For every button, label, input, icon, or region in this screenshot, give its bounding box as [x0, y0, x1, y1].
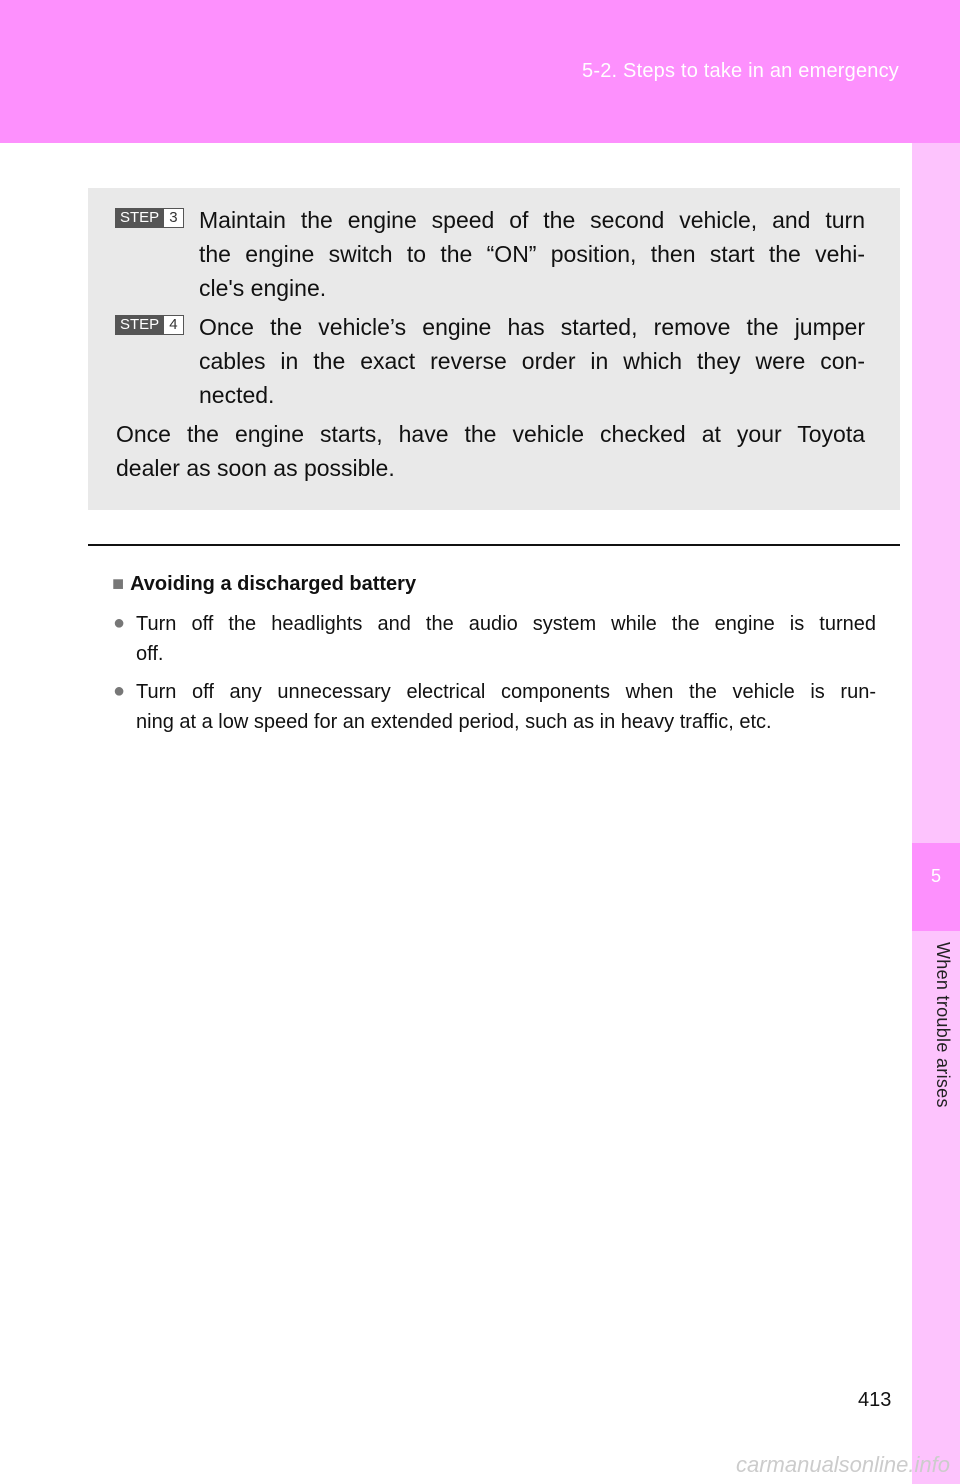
chapter-number: 5 [930, 866, 941, 886]
chapter-number-block [912, 843, 960, 931]
step-3-badge [115, 208, 184, 228]
circle-bullet-icon: ● [113, 612, 126, 634]
note-item-2-line-1: Turn off any unnecessary electrical components when the vehicle is run- [136, 681, 876, 703]
note-item-2-line-2: ning at a low speed for an extended period, such as in heavy traffic, etc. [136, 711, 772, 733]
step-3-badge-number: 3 [164, 208, 183, 228]
section-title: 5-2. Steps to take in an emergency [582, 60, 899, 82]
note-heading: Avoiding a discharged battery [130, 573, 417, 595]
closing-line-2: dealer as soon as possible. [116, 455, 395, 481]
note-item-1-line-2: off. [136, 643, 164, 665]
step-4-badge-number: 4 [164, 315, 183, 335]
note-heading-row [112, 573, 416, 596]
page-number: 413 [858, 1389, 892, 1411]
chapter-tab [912, 143, 960, 1484]
step-4-badge [115, 315, 184, 335]
step-4-line-2: cables in the exact reverse order in which they were con- [199, 348, 865, 374]
chapter-label: When trouble arises [933, 942, 953, 1108]
step-3-line-3: cle's engine. [199, 275, 327, 301]
circle-bullet-icon: ● [113, 680, 126, 702]
step-4-line-3: nected. [199, 382, 275, 408]
step-3-badge-word: STEP [115, 208, 164, 228]
step-3-line-2: the engine switch to the “ON” position, then start the vehi- [199, 241, 865, 267]
square-bullet-icon: ■ [112, 573, 125, 595]
step-4-line-1: Once the vehicle’s engine has started, remove the jumper [199, 314, 865, 340]
closing-line-1: Once the engine starts, have the vehicle checked at your Toyota [116, 421, 865, 447]
note-item-1-line-1: Turn off the headlights and the audio system while the engine is turned [136, 613, 876, 635]
watermark: carmanualsonline.info [735, 1452, 950, 1477]
section-divider [88, 544, 900, 546]
step-3-line-1: Maintain the engine speed of the second vehicle, and turn [199, 207, 865, 233]
step-4-badge-word: STEP [115, 315, 164, 335]
